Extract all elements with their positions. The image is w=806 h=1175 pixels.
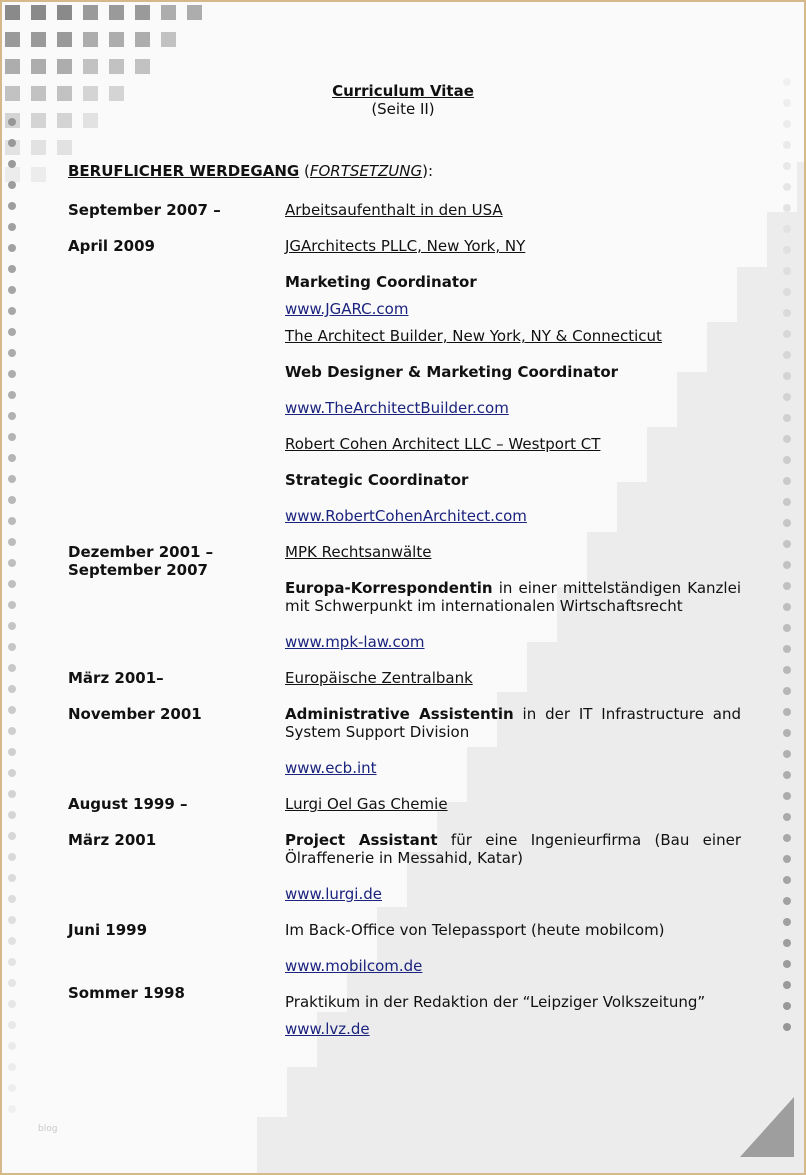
employer-mpk: MPK Rechtsanwälte [285, 543, 432, 561]
date-usa-start: September 2007 – [68, 201, 221, 219]
role-strategic-coordinator: Strategic Coordinator [285, 471, 469, 489]
date-lvz: Sommer 1998 [68, 984, 185, 1002]
section-title: BERUFLICHER WERDEGANG [68, 162, 300, 180]
section-qualifier: FORTSETZUNG [309, 162, 423, 180]
desc-ecb: in der IT Infrastructure and System Support Division [285, 705, 741, 741]
date-lurgi-start: August 1999 – [68, 795, 188, 813]
date-ecb-end: November 2001 [68, 705, 202, 723]
link-jgarc[interactable]: www.JGARC.com [285, 300, 409, 318]
desc-mpk: in einer mittelständigen Kanzlei mit Schwerpunkt im internationalen Wirtschaftsrecht [285, 579, 741, 615]
role-administrative-assistentin: Administrative Assistentin [285, 705, 514, 723]
section-heading [68, 162, 433, 180]
page-subtitle: (Seite II) [371, 100, 435, 118]
watermark-text: blog [38, 1124, 58, 1134]
entry-usa-line: Arbeitsaufenthalt in den USA [285, 201, 503, 219]
link-ecb[interactable]: www.ecb.int [285, 759, 377, 777]
section-paren-close: ): [422, 162, 434, 180]
date-lurgi-end: März 2001 [68, 831, 157, 849]
date-telepassport: Juni 1999 [68, 921, 148, 939]
date-usa-end: April 2009 [68, 237, 155, 255]
employer-ezb: Europäische Zentralbank [285, 669, 473, 687]
role-desc-lurgi [285, 831, 741, 867]
title-block [2, 82, 804, 118]
desc-telepassport: Im Back-Office von Telepassport (heute mobilcom) [285, 921, 665, 939]
date-mpk-end: September 2007 [68, 561, 208, 579]
link-mobilcom[interactable]: www.mobilcom.de [285, 957, 423, 975]
desc-lvz: Praktikum in der Redaktion der “Leipziger Volkszeitung” [285, 993, 706, 1011]
link-robert-cohen[interactable]: www.RobertCohenArchitect.com [285, 507, 527, 525]
page-title: Curriculum Vitae [332, 82, 474, 100]
role-desc-ecb [285, 705, 741, 741]
employer-jgarchitects: JGArchitects PLLC, New York, NY [285, 237, 526, 255]
desc-lurgi: für eine Ingenieurfirma (Bau einer Ölraffenerie in Messahid, Katar) [285, 831, 741, 867]
link-lvz[interactable]: www.lvz.de [285, 1020, 370, 1038]
role-europa-korrespondentin: Europa-Korrespondentin [285, 579, 493, 597]
role-project-assistant: Project Assistant [285, 831, 438, 849]
date-mpk-start: Dezember 2001 – [68, 543, 214, 561]
employer-architect-builder: The Architect Builder, New York, NY & Connecticut [285, 327, 662, 345]
link-architect-builder[interactable]: www.TheArchitectBuilder.com [285, 399, 509, 417]
role-web-designer: Web Designer & Marketing Coordinator [285, 363, 619, 381]
role-marketing-coordinator: Marketing Coordinator [285, 273, 477, 291]
employer-robert-cohen: Robert Cohen Architect LLC – Westport CT [285, 435, 601, 453]
date-ecb-start: März 2001– [68, 669, 164, 687]
section-paren-open: ( [299, 162, 310, 180]
role-desc-mpk [285, 579, 741, 615]
link-mpk-law[interactable]: www.mpk-law.com [285, 633, 425, 651]
employer-lurgi: Lurgi Oel Gas Chemie [285, 795, 448, 813]
link-lurgi[interactable]: www.lurgi.de [285, 885, 382, 903]
